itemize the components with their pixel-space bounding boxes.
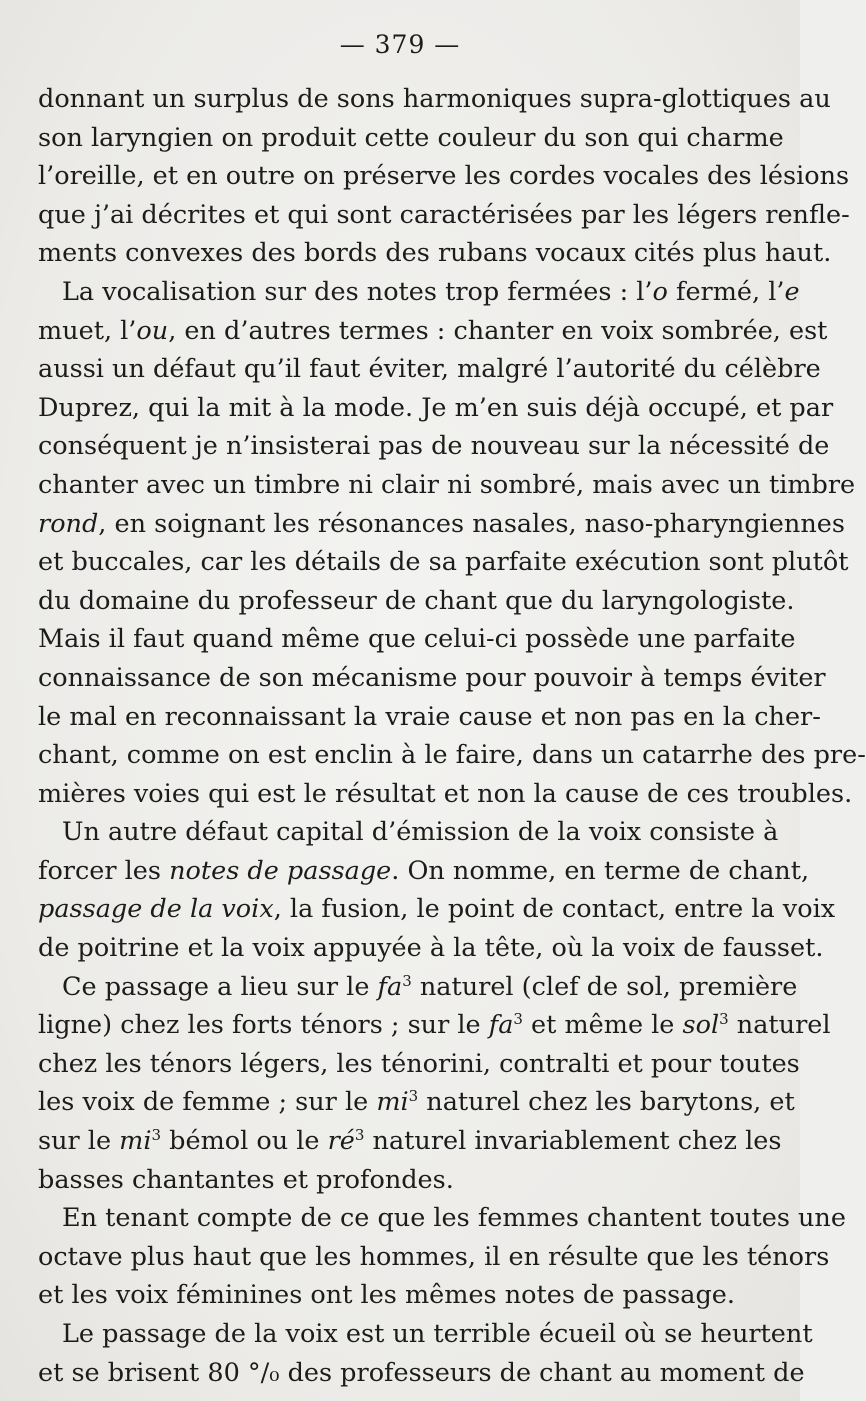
text-run: et se brisent 80 °/₀ des professeurs de chant au moment de xyxy=(38,1357,805,1388)
text-run: de poitrine et la voix appuyée à la tête, où la voix de fausset. xyxy=(38,933,824,964)
text-run: muet, l’ xyxy=(38,315,137,346)
text-line xyxy=(38,1315,813,1354)
text-run: Un autre défaut capital d’émission de la voix consiste à xyxy=(62,817,779,848)
text-run: fermé, l’ xyxy=(667,276,785,307)
text-line xyxy=(38,1276,762,1315)
text-run: conséquent je n’insisterai pas de nouveau sur la nécessité de xyxy=(38,431,830,462)
text-line xyxy=(38,350,821,389)
text-line xyxy=(38,813,779,852)
text-line xyxy=(38,234,832,273)
text-run: que j’ai décrites et qui sont caractérisées par les légers renfle- xyxy=(38,199,850,230)
italic-text: fa xyxy=(377,971,403,1002)
text-line xyxy=(38,1122,782,1161)
text-line xyxy=(38,1199,846,1238)
text-run: ligne) chez les forts ténors ; sur le xyxy=(38,1010,489,1041)
text-line xyxy=(38,273,800,312)
text-run: les voix de femme ; sur le xyxy=(38,1087,377,1118)
text-line xyxy=(38,620,796,659)
italic-text: mi xyxy=(119,1126,152,1157)
text-run: Duprez, qui la mit à la mode. Je m’en suis déjà occupé, et par xyxy=(38,392,834,423)
text-run: l’oreille, et en outre on préserve les cordes vocales des lésions xyxy=(38,161,850,192)
text-line xyxy=(38,1238,830,1277)
text-run: , la fusion, le point de contact, entre la voix xyxy=(273,894,836,925)
text-run: donnant un surplus de sons harmoniques supra-glottiques au xyxy=(38,84,831,114)
text-run: naturel chez les barytons, et xyxy=(418,1087,795,1118)
text-line xyxy=(38,427,830,466)
text-run: mières voies qui est le résultat et non la cause de ces troubles. xyxy=(38,778,853,809)
italic-text: ou xyxy=(136,315,169,346)
superscript: 3 xyxy=(513,1010,523,1029)
text-run: chanter avec un timbre ni clair ni sombré, mais avec un timbre xyxy=(38,469,856,500)
text-run: et buccales, car les détails de sa parfaite exécution sont plutôt xyxy=(38,547,849,578)
body-text xyxy=(38,80,866,1392)
italic-text: fa xyxy=(488,1010,514,1041)
page-number: — 379 — xyxy=(339,30,461,59)
italic-text: ré xyxy=(327,1126,355,1157)
text-run: Ce passage a lieu sur le xyxy=(62,971,378,1002)
italic-text: sol xyxy=(682,1010,720,1041)
italic-text: mi xyxy=(376,1087,409,1118)
text-line xyxy=(38,852,810,891)
text-run: chant, comme on est enclin à le faire, dans un catarrhe des pre- xyxy=(38,740,866,771)
italic-text: passage de la voix xyxy=(38,894,274,925)
text-line xyxy=(38,157,850,196)
text-run: le mal en reconnaissant la vraie cause et non pas en la cher- xyxy=(38,701,821,732)
text-run: . On nomme, en terme de chant, xyxy=(391,855,810,886)
text-line xyxy=(38,968,798,1007)
superscript: 3 xyxy=(354,1126,365,1145)
text-line xyxy=(38,466,856,505)
italic-text: o xyxy=(652,276,668,307)
text-run: Mais il faut quand même que celui-ci possède une parfaite xyxy=(38,624,796,655)
italic-text: rond xyxy=(38,508,99,539)
text-run: bémol ou le xyxy=(161,1126,328,1157)
text-line xyxy=(38,80,831,119)
text-line xyxy=(38,1083,795,1122)
italic-text: notes de passage xyxy=(169,855,392,886)
text-run: aussi un défaut qu’il faut éviter, malgré l’autorité du célèbre xyxy=(38,354,821,385)
text-run: En tenant compte de ce que les femmes chantent toutes une xyxy=(62,1203,846,1234)
text-line xyxy=(38,505,845,544)
text-run: et même le xyxy=(522,1010,683,1041)
text-run: La vocalisation sur des notes trop fermées : l’ xyxy=(62,276,653,307)
text-line xyxy=(38,543,849,582)
text-run: naturel invariablement chez les xyxy=(364,1126,782,1157)
text-run: octave plus haut que les hommes, il en résulte que les ténors xyxy=(38,1241,830,1272)
text-line xyxy=(38,389,834,428)
text-line xyxy=(38,698,821,737)
text-run: naturel xyxy=(728,1010,831,1041)
text-line xyxy=(38,582,795,621)
superscript: 3 xyxy=(402,971,412,990)
text-line xyxy=(38,659,826,698)
text-run: sur le xyxy=(38,1126,120,1157)
text-line xyxy=(38,1045,800,1084)
text-run: naturel (clef de sol, première xyxy=(411,971,798,1002)
superscript: 3 xyxy=(408,1087,419,1106)
text-run: forcer les xyxy=(38,855,170,886)
superscript: 3 xyxy=(719,1010,729,1029)
text-line xyxy=(38,312,828,351)
text-run: son laryngien on produit cette couleur du son qui charme xyxy=(38,122,784,153)
text-run: Le passage de la voix est un terrible écueil où se heurtent xyxy=(62,1319,813,1349)
superscript: 3 xyxy=(151,1126,162,1145)
text-run: basses chantantes et profondes. xyxy=(38,1164,454,1195)
text-run: ments convexes des bords des rubans vocaux cités plus haut. xyxy=(38,238,832,269)
text-run: connaissance de son mécanisme pour pouvoir à temps éviter xyxy=(38,662,826,693)
text-line xyxy=(38,736,866,775)
text-run: , en d’autres termes : chanter en voix sombrée, est xyxy=(168,315,828,346)
text-line xyxy=(38,1161,762,1200)
text-line xyxy=(38,890,836,929)
text-line xyxy=(38,1006,831,1045)
text-run: et les voix féminines ont les mêmes notes de passage. xyxy=(38,1280,735,1311)
text-line xyxy=(38,775,853,814)
text-line xyxy=(38,1354,805,1393)
text-run: , en soignant les résonances nasales, naso-pharyngiennes xyxy=(98,508,845,539)
text-line xyxy=(38,929,824,968)
text-run: chez les ténors légers, les ténorini, contralti et pour toutes xyxy=(38,1048,800,1079)
text-line xyxy=(38,196,850,235)
italic-text: e xyxy=(784,276,800,307)
text-line xyxy=(38,119,784,158)
text-run: du domaine du professeur de chant que du laryngologiste. xyxy=(38,585,795,616)
